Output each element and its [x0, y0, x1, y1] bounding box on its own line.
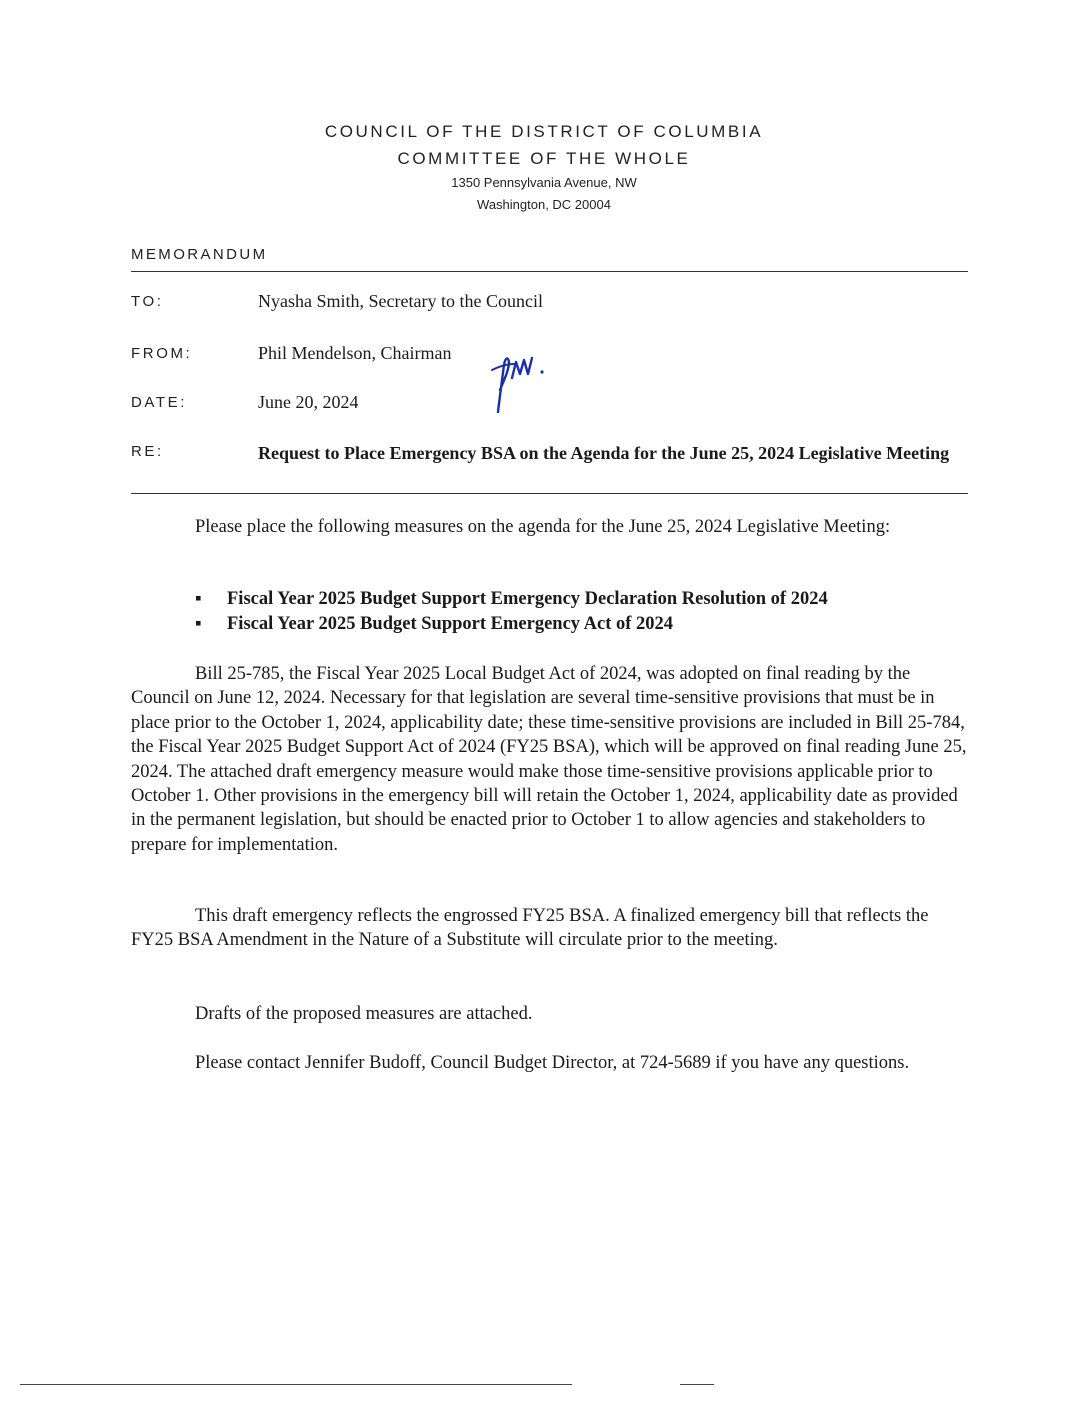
list-item: [195, 587, 828, 612]
bullet-icon: ▪: [195, 589, 202, 609]
measures-list: [195, 587, 828, 637]
address-line-1: 1350 Pennsylvania Avenue, NW: [451, 175, 637, 190]
re-value: Request to Place Emergency BSA on the Agenda for the June 25, 2024 Legislative Meeting: [258, 443, 950, 463]
committee-name: COMMITTEE OF THE WHOLE: [397, 149, 691, 168]
draft-paragraph: [131, 904, 971, 953]
draft-paragraph-text: This draft emergency reflects the engrossed FY25 BSA. A finalized emergency bill that reflects the FY25 BSA Amendment in the Nature of a Substitute will circulate prior to the meeting.: [131, 906, 929, 951]
memorandum-label: MEMORANDUM: [131, 246, 268, 263]
council-name: COUNCIL OF THE DISTRICT OF COLUMBIA: [324, 122, 764, 141]
footer-rule-short: [680, 1384, 714, 1385]
date-value: June 20, 2024: [258, 392, 359, 412]
from-value: Phil Mendelson, Chairman: [258, 343, 452, 363]
contact-paragraph-text: Please contact Jennifer Budoff, Council Budget Director, at 724-5689 if you have any questions.: [195, 1053, 910, 1073]
re-label: RE:: [131, 443, 164, 460]
bottom-divider: [131, 493, 968, 494]
measure-2: Fiscal Year 2025 Budget Support Emergency Act of 2024: [227, 614, 674, 634]
list-item: [195, 612, 828, 637]
contact-paragraph: [131, 1051, 971, 1075]
date-label: DATE:: [131, 394, 188, 411]
footer-rule: [20, 1384, 572, 1385]
to-value: Nyasha Smith, Secretary to the Council: [258, 291, 543, 311]
measure-1: Fiscal Year 2025 Budget Support Emergency Declaration Resolution of 2024: [227, 589, 828, 609]
address-line-2: Washington, DC 20004: [477, 197, 611, 212]
chairman-signature: [478, 340, 558, 420]
to-label: TO:: [131, 293, 164, 310]
intro-paragraph: [131, 515, 971, 539]
from-label: FROM:: [131, 345, 193, 362]
bill-paragraph: [131, 662, 971, 857]
bill-paragraph-text: Bill 25-785, the Fiscal Year 2025 Local Budget Act of 2024, was adopted on final reading by the Council on June 12, 2024. Necessary for that legislation are several time-sensitive provisions that must be in place prior to the October 1, 2024, applicability date; these time-sensitive provisions are included in Bill 25-784, the Fiscal Year 2025 Budget Support Act of 2024 (FY25 BSA), which will be approved on final reading June 25, 2024. The attached draft emergency measure would make those time-sensitive provisions applicable prior to October 1. Other provisions in the emergency bill will retain the October 1, 2024, applicability date as provided in the permanent legislation, but should be enacted prior to October 1 to allow agencies and stakeholders to prepare for implementation.: [131, 664, 967, 855]
top-divider: [131, 271, 968, 272]
bullet-icon: ▪: [195, 614, 202, 634]
intro-paragraph-text: Please place the following measures on the agenda for the June 25, 2024 Legislative Meeting:: [195, 517, 891, 537]
attachments-paragraph: [131, 1002, 971, 1026]
attachments-paragraph-text: Drafts of the proposed measures are attached.: [195, 1004, 533, 1024]
